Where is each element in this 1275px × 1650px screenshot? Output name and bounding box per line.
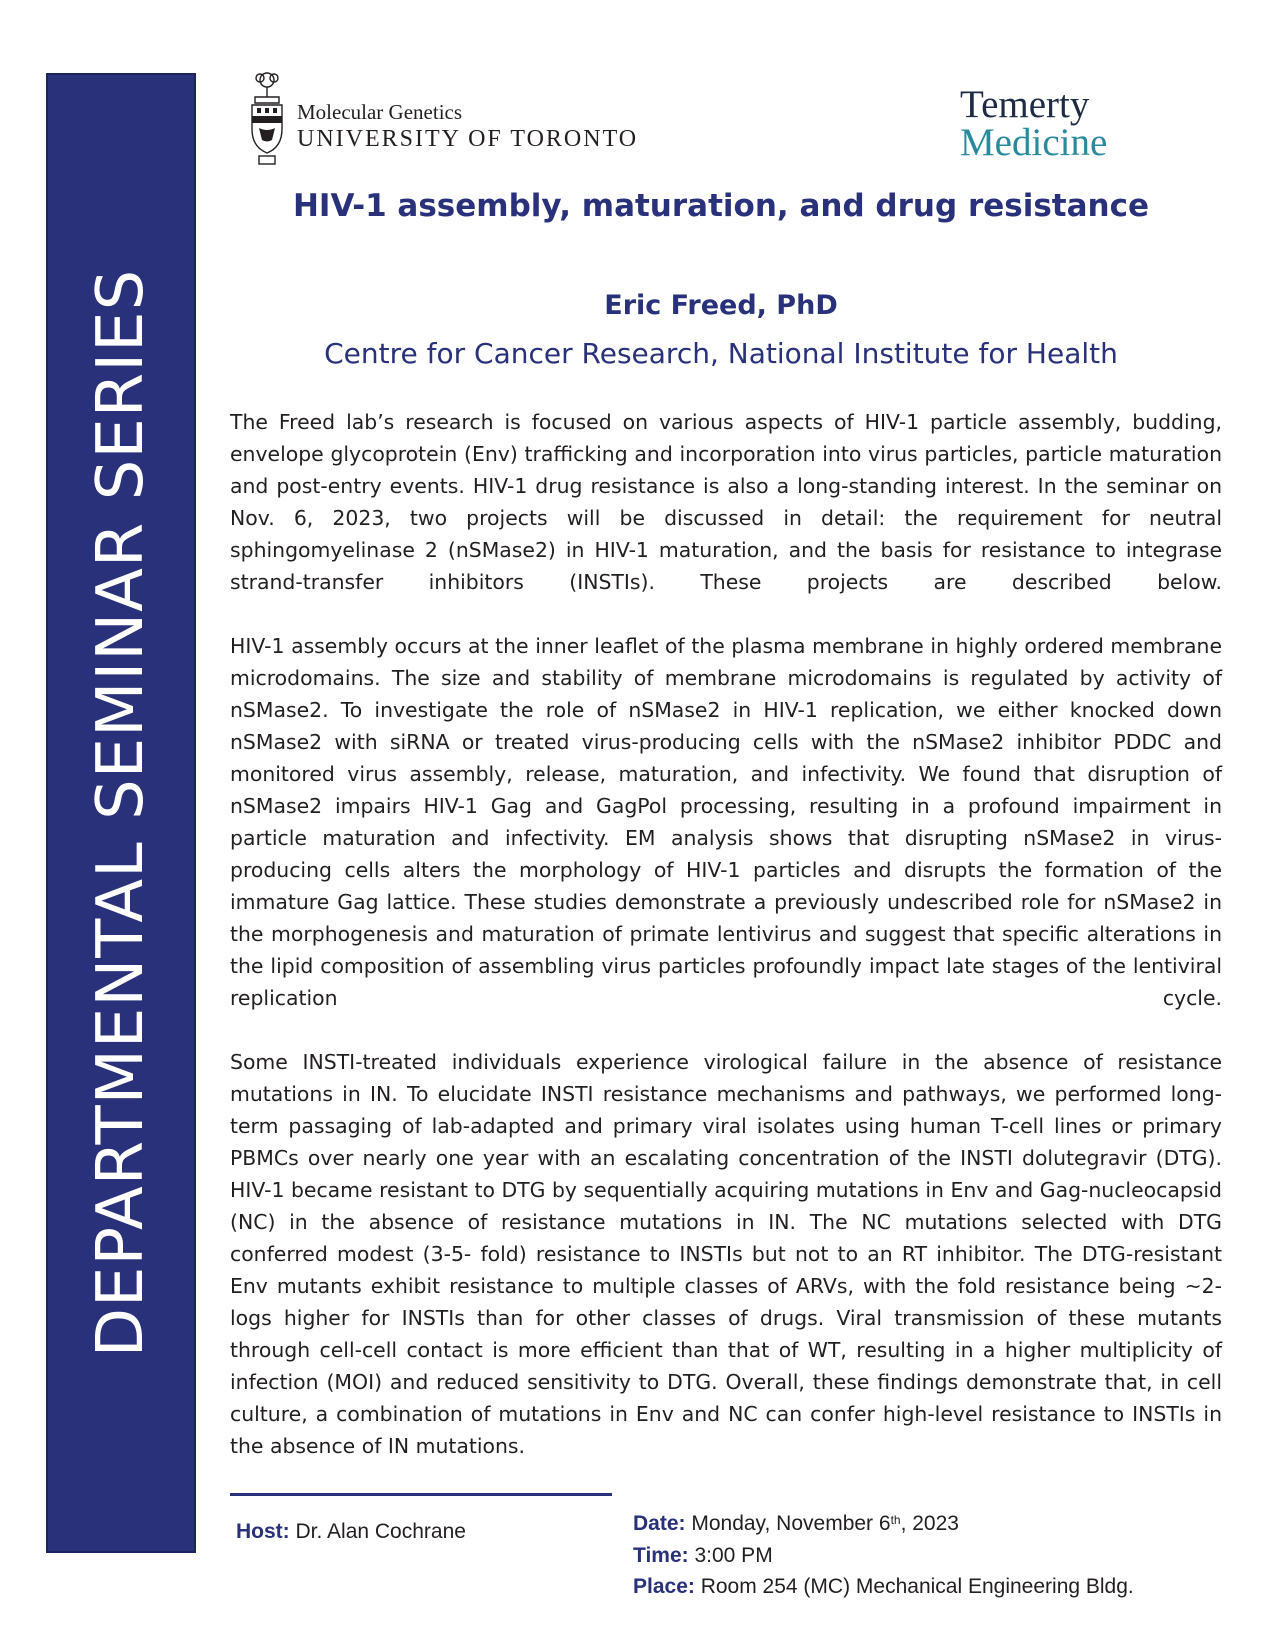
university-name: UNIVERSITY OF TORONTO (297, 126, 639, 152)
date-suffix: th (890, 1513, 901, 1527)
abstract-paragraph-3: Some INSTI-treated individuals experience virological failure in the absence of resistance mutations in IN. To elucidate INSTI resistance mechanisms and pathways, we performed long-term passaging of lab-adapted and primary viral isolates using human T-cell lines or primary PBMCs over nearly one year with an escalating concentration of the INSTI dolutegravir (DTG). HIV-1 became resistant to DTG by sequentially acquiring mutations in Env and Gag-nucleocapsid (NC) in the absence of resistance mutations in IN. The NC mutations selected with DTG conferred modest (3-5- fold) resistance to INSTIs but not to an RT inhibitor. The DTG-resistant Env mutants exhibit resistance to multiple classes of ARVs, with the fold resistance being ~2-logs higher for INSTIs than for other classes of drugs. Viral transmission of these mutants through cell-cell contact is more efficient than that of WT, resulting in a higher multiplicity of infection (MOI) and reduced sensitivity to DTG. Overall, these findings demonstrate that, in cell culture, a combination of mutations in Env and NC can confer high-level resistance to INSTIs in the absence of IN mutations. (230, 1050, 1222, 1458)
host-info (236, 1520, 466, 1544)
time-row (633, 1540, 1134, 1572)
date-year: , 2023 (900, 1512, 959, 1535)
temerty-medicine-logo (960, 83, 1160, 165)
university-of-toronto-logo (245, 70, 675, 170)
abstract-paragraph-1: The Freed lab’s research is focused on various aspects of HIV-1 particle assembly, budding, envelope glycoprotein (Env) trafficking and incorporation into virus particles, particle maturation and post-entry events. HIV-1 drug resistance is also a long-standing interest. In the seminar on Nov. 6, 2023, two projects will be discussed in detail: the requirement for neutral sphingomyelinase 2 (nSMase2) in HIV-1 maturation, and the basis for resistance to integrase strand-transfer inhibitors (INSTIs). These projects are described below. (230, 410, 1222, 594)
place-value: Room 254 (MC) Mechanical Engineering Bldg. (694, 1575, 1134, 1598)
medicine-wordmark: Medicine (960, 121, 1108, 165)
event-details (633, 1508, 1134, 1603)
abstract-paragraph-2: HIV-1 assembly occurs at the inner leaflet of the plasma membrane in highly ordered membrane microdomains. The size and stability of membrane microdomains is regulated by activity of nSMase2. To investigate the role of nSMase2 in HIV-1 replication, we either knocked down nSMase2 with siRNA or treated virus-producing cells with the nSMase2 inhibitor PDDC and monitored virus assembly, release, maturation, and infectivity. We found that disruption of nSMase2 impairs HIV-1 Gag and GagPol processing, resulting in a profound impairment in particle maturation and infectivity. EM analysis shows that disrupting nSMase2 in virus-producing cells alters the morphology of HIV-1 particles and disrupts the formation of the immature Gag lattice. These studies demonstrate a previously undescribed role for nSMase2 in the morphogenesis and maturation of primate lentivirus and suggest that specific alterations in the lipid composition of assembling virus particles profoundly impact late stages of the lentiviral replication cycle. (230, 634, 1222, 1010)
abstract (230, 406, 1222, 1494)
footer-divider (230, 1493, 612, 1496)
temerty-wordmark: Temerty (960, 83, 1090, 126)
date-row (633, 1508, 1134, 1540)
date-label: Date: (633, 1512, 686, 1535)
time-value: 3:00 PM (688, 1543, 773, 1567)
university-crest-icon (245, 70, 289, 168)
speaker-name: Eric Freed, PhD (604, 290, 838, 321)
host-label: Host: (236, 1520, 290, 1543)
place-row (633, 1571, 1134, 1603)
host-value: Dr. Alan Cochrane (289, 1520, 466, 1543)
department-name: Molecular Genetics (297, 100, 463, 124)
time-label: Time: (633, 1543, 689, 1567)
date-value: Monday, November 6 (685, 1512, 891, 1535)
speaker-affiliation: Centre for Cancer Research, National Institute for Health (324, 337, 1118, 370)
seminar-series-label: DEPARTMENTAL SEMINAR SERIES (84, 268, 158, 1358)
place-label: Place: (633, 1575, 695, 1598)
seminar-series-banner (46, 73, 196, 1553)
seminar-title: HIV-1 assembly, maturation, and drug resistance (292, 188, 1150, 224)
